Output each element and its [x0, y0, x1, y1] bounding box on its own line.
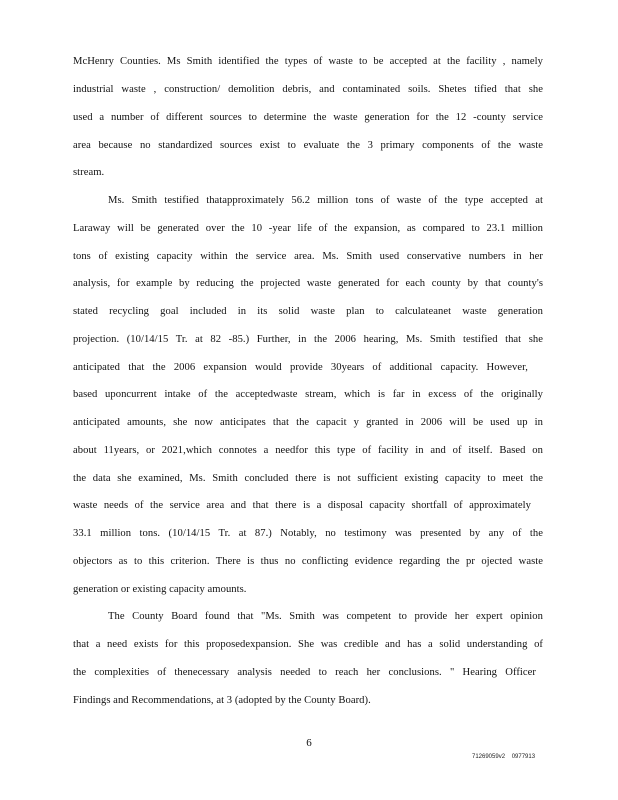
text-line: waste needs of the service area and that there is a disposal capacity shortfall of approximately — [73, 500, 531, 511]
page-number: 6 — [306, 737, 312, 749]
text-line: objectors as to this criterion. There is thus no conflicting evidence regarding the pr ojected waste — [73, 556, 543, 567]
text-line: stream. — [73, 167, 105, 178]
text-line: Laraway will be generated over the 10 -year life of the expansion, as compared to 23.1 million — [73, 223, 543, 234]
text-line: area because no standardized sources exist to evaluate the 3 primary components of the waste — [73, 140, 543, 151]
text-line: generation or existing capacity amounts. — [73, 584, 247, 595]
text-line: tons of existing capacity within the service area. Ms. Smith used conservative numbers in her — [73, 251, 543, 262]
text-line: Ms. Smith testified thatapproximately 56.2 million tons of waste of the type accepted at — [108, 195, 543, 206]
text-line: analysis, for example by reducing the projected waste generated for each county by that county's — [73, 278, 543, 289]
text-line: anticipated that the 2006 expansion would provide 30years of additional capacity. However, — [73, 362, 528, 373]
text-line: anticipated amounts, she now anticipates that the capacit y granted in 2006 will be used up in — [73, 417, 543, 428]
text-line: Findings and Recommendations, at 3 (adopted by the County Board). — [73, 695, 371, 706]
text-line: stated recycling goal included in its solid waste plan to calculateanet waste generation — [73, 306, 543, 317]
text-line: McHenry Counties. Ms Smith identified the types of waste to be accepted at the facility , namely — [73, 56, 543, 67]
text-line: the data she examined, Ms. Smith concluded there is not sufficient existing capacity to meet the — [73, 473, 543, 484]
text-line: that a need exists for this proposedexpansion. She was credible and has a solid understanding of — [73, 639, 543, 650]
text-line: projection. (10/14/15 Tr. at 82 -85.) Further, in the 2006 hearing, Ms. Smith testified that she — [73, 334, 543, 345]
text-line: about 11years, or 2021,which connotes a needfor this type of facility in and of itself. Based on — [73, 445, 543, 456]
text-line: industrial waste , construction/ demolition debris, and contaminated soils. Shetes tified that she — [73, 84, 543, 95]
text-line: based uponcurrent intake of the acceptedwaste stream, which is far in excess of the originally — [73, 389, 543, 400]
text-line: the complexities of thenecessary analysis needed to reach her conclusions. " Hearing Officer — [73, 667, 536, 678]
text-line: The County Board found that "Ms. Smith was competent to provide her expert opinion — [108, 611, 543, 622]
text-line: 33.1 million tons. (10/14/15 Tr. at 87.) Notably, no testimony was presented by any of the — [73, 528, 543, 539]
text-line: used a number of different sources to determine the waste generation for the 12 -county service — [73, 112, 543, 123]
document-id: 71269059v2 0977913 — [472, 754, 536, 760]
